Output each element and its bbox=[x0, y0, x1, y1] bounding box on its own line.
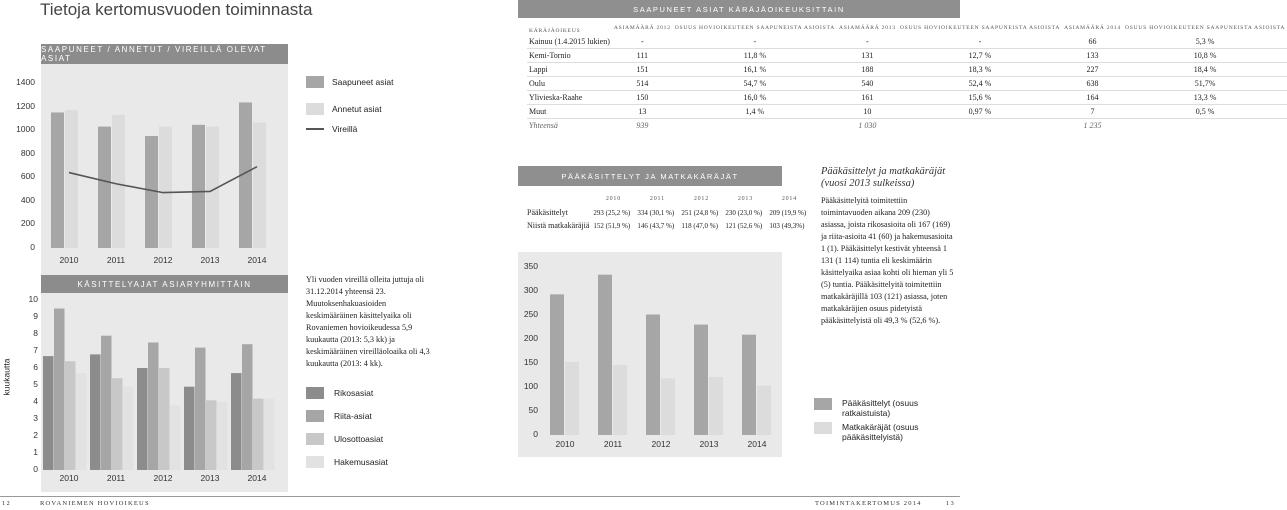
table-cell: 11,8 % bbox=[673, 49, 837, 63]
table-cell: 111 bbox=[612, 49, 673, 63]
hearings-banner: PÄÄKÄSITTELYT JA MATKAKÄRÄJÄT bbox=[518, 166, 782, 186]
legend-swatch-circuit bbox=[814, 422, 832, 434]
footer-left-text: ROVANIEMEN HOVIOIKEUS bbox=[40, 500, 150, 507]
hearings-side-text: Pääkäsittelyitä toimitettiin toimintavuoden aikana 209 (230) asiassa, joista rikosasioita oli 167 (169) ja riita-asioita 41 (60) ja hakemusasioita 1 (1). Pääkäsittelyt kestivät yhteensä 1 131 (1 114) tuntia eli keskimäärin käsittelyaika asiaa kohti oli hieman yli 5 (5) tuntia. Pääkäsittelyitä toimitettiin matkakäräjillä 103 (121) asiassa, joten matkakäräjien osuus pidetyistä pääkäsittelyistä oli 49,3 % (52,6 %). bbox=[821, 196, 954, 325]
table-cell: 230 (23,0 %) bbox=[725, 208, 763, 217]
y-tick-label: 50 bbox=[528, 405, 538, 415]
footer-left-page: 12 bbox=[2, 500, 11, 507]
table-row bbox=[527, 119, 1287, 133]
table-cell: 0,97 % bbox=[898, 105, 1062, 119]
legend-label-enforcement: Ulosottoasiat bbox=[334, 434, 384, 444]
y-tick-label: 0 bbox=[533, 429, 538, 439]
x-tick-label: 2011 bbox=[603, 439, 623, 449]
legend-item-petition bbox=[306, 454, 388, 470]
bar-petition-2012 bbox=[170, 405, 181, 470]
table-cell: 133 bbox=[1062, 49, 1123, 63]
table-header-cell: OSUUS HOVIOIKEUTEEN SAAPUNEISTA ASIOISTA bbox=[674, 25, 835, 31]
hearings-chart-plot bbox=[518, 252, 782, 457]
bar-criminal-2010 bbox=[43, 356, 54, 470]
table-row bbox=[527, 77, 1287, 91]
x-tick-label: 2013 bbox=[200, 473, 220, 483]
x-tick-label: 2010 bbox=[555, 439, 575, 449]
legend-label-main-hearings: Pääkäsittelyt (osuus ratkaistuista) bbox=[842, 398, 919, 418]
bar-criminal-2012 bbox=[137, 368, 148, 470]
y-tick-label: 6 bbox=[33, 362, 38, 372]
y-tick-label: 800 bbox=[20, 147, 35, 158]
bar-circuit-2013 bbox=[709, 377, 723, 435]
table-cell: 251 (24,8 %) bbox=[681, 208, 719, 217]
footer-right-page: 13 bbox=[946, 500, 955, 507]
table-cell: 334 (30,1 %) bbox=[637, 208, 675, 217]
x-tick-label: 2014 bbox=[247, 255, 267, 265]
y-tick-label: 9 bbox=[33, 311, 38, 321]
bar-main-hearings-2014 bbox=[742, 335, 756, 435]
cases-chart-banner: SAAPUNEET / ANNETUT / VIREILLÄ OLEVAT ASIAT bbox=[41, 44, 288, 64]
year-header: 2012 bbox=[693, 196, 710, 202]
table-cell: 131 bbox=[837, 49, 898, 63]
table-row bbox=[527, 105, 1287, 119]
bar-received-2013 bbox=[192, 125, 205, 248]
bar-main-hearings-2010 bbox=[550, 294, 564, 435]
legend-label-issued: Annetut asiat bbox=[332, 104, 382, 114]
bar-main-hearings-2012 bbox=[646, 315, 660, 435]
x-tick-label: 2010 bbox=[59, 473, 79, 483]
legend-item-enforcement bbox=[306, 431, 388, 447]
table-cell: 10 bbox=[837, 105, 898, 119]
table-header-cell: ASIAMÄÄRÄ 2013 bbox=[838, 25, 896, 31]
table-cell: 54,7 % bbox=[673, 77, 837, 91]
bar-petition-2011 bbox=[123, 387, 134, 470]
y-tick-label: 1000 bbox=[16, 124, 35, 135]
row-label: Pääkäsittelyt bbox=[527, 208, 568, 217]
table-cell: 540 bbox=[837, 77, 898, 91]
table-cell: 66 bbox=[1062, 35, 1123, 49]
bar-civil-2011 bbox=[101, 336, 112, 470]
table-cell: 638 bbox=[1062, 77, 1123, 91]
bar-issued-2011 bbox=[112, 115, 125, 248]
bar-issued-2014 bbox=[253, 122, 266, 248]
table-cell: Ylivieska-Raahe bbox=[527, 91, 612, 105]
year-header: 2011 bbox=[649, 196, 665, 202]
x-tick-label: 2013 bbox=[699, 439, 719, 449]
district-table-banner: SAAPUNEET ASIAT KÄRÄJÄOIKEUKSITTAIN bbox=[518, 0, 960, 18]
bar-civil-2010 bbox=[54, 309, 65, 471]
legend-swatch-petition bbox=[306, 456, 324, 468]
x-tick-label: 2010 bbox=[59, 255, 79, 265]
row-label: Niistä matkakäräjiä bbox=[527, 221, 590, 230]
legend-label-civil: Riita-asiat bbox=[334, 411, 372, 421]
legend-swatch-enforcement bbox=[306, 433, 324, 445]
times-paragraph: Yli vuoden vireillä olleita juttuja oli 31.12.2014 yhteensä 23. Muutoksenhakuasioiden keskimääräinen käsittelyaika oli Rovaniemen hovioikeudessa 5,9 kuukautta (2013: 5,3 kk) ja keskimääräinen vireilläoloaika oli 4,3 kuukautta (2013: 4 kk). bbox=[306, 275, 430, 368]
table-cell: 150 bbox=[612, 91, 673, 105]
y-tick-label: 250 bbox=[523, 309, 538, 319]
legend-label-criminal: Rikosasiat bbox=[334, 388, 374, 398]
hearings-table bbox=[525, 193, 811, 232]
table-cell: 514 bbox=[612, 77, 673, 91]
page-title: Tietoja kertomusvuoden toiminnasta bbox=[40, 0, 313, 19]
bar-enforcement-2014 bbox=[253, 399, 264, 470]
y-tick-label: 10 bbox=[28, 294, 38, 304]
table-cell: - bbox=[898, 35, 1062, 49]
table-cell: 0,5 % bbox=[1123, 105, 1287, 119]
table-cell: 188 bbox=[837, 63, 898, 77]
table-cell: 51,7% bbox=[1123, 77, 1287, 91]
bar-issued-2012 bbox=[159, 127, 172, 248]
x-tick-label: 2013 bbox=[200, 255, 220, 265]
legend-swatch-civil bbox=[306, 410, 324, 422]
table-cell: 118 (47,0 %) bbox=[681, 221, 718, 230]
table-cell: 5,3 % bbox=[1123, 35, 1287, 49]
legend-swatch-received bbox=[306, 76, 324, 88]
y-tick-label: 300 bbox=[523, 285, 538, 295]
y-tick-label: 400 bbox=[20, 194, 35, 205]
hearings-side-title: Pääkäsittelyt ja matkakäräjät (vuosi 2013 sulkeissa) bbox=[821, 166, 946, 189]
bar-civil-2013 bbox=[195, 348, 206, 470]
table-cell bbox=[898, 119, 1062, 133]
bar-criminal-2014 bbox=[231, 373, 242, 470]
table-cell: 151 bbox=[612, 63, 673, 77]
hearings-corner bbox=[525, 193, 591, 206]
y-tick-label: 2 bbox=[33, 430, 38, 440]
table-header-cell: ASIAMÄÄRÄ 2014 bbox=[1064, 25, 1121, 31]
legend-item-criminal bbox=[306, 385, 388, 401]
legend-item-civil bbox=[306, 408, 388, 424]
table-header-cell: OSUUS HOVIOIKEUTEEN SAAPUNEISTA ASIOISTA bbox=[1124, 25, 1286, 31]
table-cell bbox=[1123, 119, 1287, 133]
legend-swatch-issued bbox=[306, 103, 324, 115]
y-tick-label: 0 bbox=[30, 242, 35, 252]
bar-petition-2010 bbox=[76, 373, 87, 470]
bar-received-2010 bbox=[51, 112, 64, 248]
table-cell: 18,4 % bbox=[1123, 63, 1287, 77]
times-chart-banner: KÄSITTELYAJAT ASIARYHMITTÄIN bbox=[41, 275, 288, 293]
bar-enforcement-2011 bbox=[112, 378, 123, 470]
table-cell: 227 bbox=[1062, 63, 1123, 77]
cases-chart-plot bbox=[41, 64, 288, 292]
times-chart-plot bbox=[41, 293, 288, 492]
y-tick-label: 1400 bbox=[16, 77, 35, 87]
y-tick-label: 600 bbox=[20, 171, 35, 182]
legend-item-main-hearings bbox=[814, 398, 932, 418]
table-cell: 15,6 % bbox=[898, 91, 1062, 105]
table-cell: 161 bbox=[837, 91, 898, 105]
table-cell: 146 (43,7 %) bbox=[637, 221, 675, 230]
table-cell: Yhteensä bbox=[529, 121, 558, 130]
x-tick-label: 2012 bbox=[651, 439, 671, 449]
table-cell: 121 (52,6 %) bbox=[725, 221, 763, 230]
bar-criminal-2013 bbox=[184, 387, 195, 470]
table-cell: 10,8 % bbox=[1123, 49, 1287, 63]
table-row bbox=[527, 49, 1287, 63]
year-header: 2014 bbox=[781, 196, 798, 202]
table-cell: 1 235 bbox=[1083, 121, 1102, 130]
table-cell: Kainuu (1.4.2015 lukien) bbox=[527, 35, 612, 49]
x-tick-label: 2014 bbox=[747, 439, 767, 449]
bar-enforcement-2013 bbox=[206, 400, 217, 470]
table-cell: 1 030 bbox=[858, 121, 877, 130]
bar-enforcement-2010 bbox=[65, 361, 76, 470]
table-cell: 52,4 % bbox=[898, 77, 1062, 91]
bar-circuit-2011 bbox=[613, 365, 627, 435]
y-tick-label: 150 bbox=[523, 357, 538, 367]
table-header-cell: OSUUS HOVIOIKEUTEEN SAAPUNEISTA ASIOISTA bbox=[899, 25, 1061, 31]
y-tick-label: 5 bbox=[33, 379, 38, 389]
legend-swatch-criminal bbox=[306, 387, 324, 399]
y-tick-label: 350 bbox=[523, 261, 538, 271]
y-tick-label: 100 bbox=[523, 381, 538, 391]
bar-main-hearings-2011 bbox=[598, 275, 612, 435]
table-cell: 18,3 % bbox=[898, 63, 1062, 77]
table-cell: 293 (25,2 %) bbox=[593, 208, 631, 217]
table-cell: 13,3 % bbox=[1123, 91, 1287, 105]
y-tick-label: 200 bbox=[523, 333, 538, 343]
y-tick-label: 8 bbox=[33, 328, 38, 338]
table-cell: 12,7 % bbox=[898, 49, 1062, 63]
table-cell bbox=[673, 119, 837, 133]
bar-circuit-2014 bbox=[757, 386, 771, 435]
x-tick-label: 2014 bbox=[247, 473, 267, 483]
bar-civil-2014 bbox=[242, 344, 253, 470]
table-cell: - bbox=[612, 35, 673, 49]
table-row bbox=[527, 91, 1287, 105]
table-cell: 1,4 % bbox=[673, 105, 837, 119]
cases-legend bbox=[306, 70, 393, 141]
legend-label-petition: Hakemusasiat bbox=[334, 457, 388, 467]
table-row bbox=[525, 219, 811, 232]
table-cell: Lappi bbox=[527, 63, 612, 77]
x-tick-label: 2012 bbox=[153, 255, 173, 265]
table-row bbox=[527, 63, 1287, 77]
footer-right-text: TOIMINTAKERTOMUS 2014 bbox=[815, 500, 922, 507]
legend-item-received bbox=[306, 70, 393, 94]
table-cell: - bbox=[673, 35, 837, 49]
legend-label-circuit: Matkakäräjät (osuus pääkäsittelyistä) bbox=[842, 422, 919, 442]
bar-circuit-2012 bbox=[661, 378, 675, 435]
times-y-axis-label: kuukautta bbox=[1, 358, 12, 396]
district-table bbox=[527, 22, 1287, 132]
table-cell: Oulu bbox=[527, 77, 612, 91]
district-table-header bbox=[527, 22, 1287, 35]
year-header: 2010 bbox=[605, 196, 622, 202]
legend-label-received: Saapuneet asiat bbox=[332, 77, 394, 87]
table-cell: 13 bbox=[612, 105, 673, 119]
x-tick-label: 2011 bbox=[106, 473, 126, 483]
y-tick-label: 3 bbox=[33, 413, 38, 423]
table-cell: 209 (19,9 %) bbox=[769, 208, 807, 217]
table-cell: 16,0 % bbox=[673, 91, 837, 105]
bar-issued-2010 bbox=[65, 110, 78, 248]
bar-circuit-2010 bbox=[565, 362, 579, 435]
table-cell: 16,1 % bbox=[673, 63, 837, 77]
bar-petition-2014 bbox=[264, 399, 275, 470]
table-header-cell: ASIAMÄÄRÄ 2012 bbox=[613, 25, 671, 31]
bar-criminal-2011 bbox=[90, 354, 101, 470]
y-tick-label: 4 bbox=[33, 396, 38, 406]
y-tick-label: 1 bbox=[33, 447, 38, 457]
table-cell: 939 bbox=[636, 121, 649, 130]
times-legend bbox=[306, 385, 388, 470]
hearings-year-row bbox=[525, 193, 811, 206]
bar-received-2011 bbox=[98, 127, 111, 248]
x-tick-label: 2012 bbox=[153, 473, 173, 483]
y-tick-label: 0 bbox=[33, 464, 38, 474]
table-cell: - bbox=[837, 35, 898, 49]
hearings-legend bbox=[814, 398, 932, 442]
year-header: 2013 bbox=[737, 196, 754, 202]
legend-label-pending: Vireillä bbox=[332, 124, 358, 134]
table-row bbox=[525, 206, 811, 219]
y-tick-label: 7 bbox=[33, 345, 38, 355]
bar-enforcement-2012 bbox=[159, 368, 170, 470]
bar-main-hearings-2013 bbox=[694, 325, 708, 435]
table-cell: 7 bbox=[1062, 105, 1123, 119]
bar-civil-2012 bbox=[148, 343, 159, 471]
legend-swatch-main-hearings bbox=[814, 398, 832, 410]
legend-swatch-pending bbox=[306, 128, 324, 130]
legend-item-pending bbox=[306, 117, 393, 141]
y-tick-label: 1200 bbox=[16, 100, 35, 111]
table-cell: 152 (51,9 %) bbox=[593, 221, 631, 230]
table-cell: Muut bbox=[527, 105, 612, 119]
table-cell: 103 (49,3%) bbox=[769, 221, 805, 230]
table-row bbox=[527, 35, 1287, 49]
legend-item-circuit bbox=[814, 422, 932, 442]
x-tick-label: 2011 bbox=[106, 255, 126, 265]
bar-petition-2013 bbox=[217, 402, 228, 470]
table-cell: Kemi-Tornio bbox=[527, 49, 612, 63]
table-cell: 164 bbox=[1062, 91, 1123, 105]
footer-rule bbox=[0, 496, 960, 497]
table-header-cell: KÄRÄJÄOIKEUS bbox=[529, 28, 581, 34]
y-tick-label: 200 bbox=[20, 218, 35, 229]
